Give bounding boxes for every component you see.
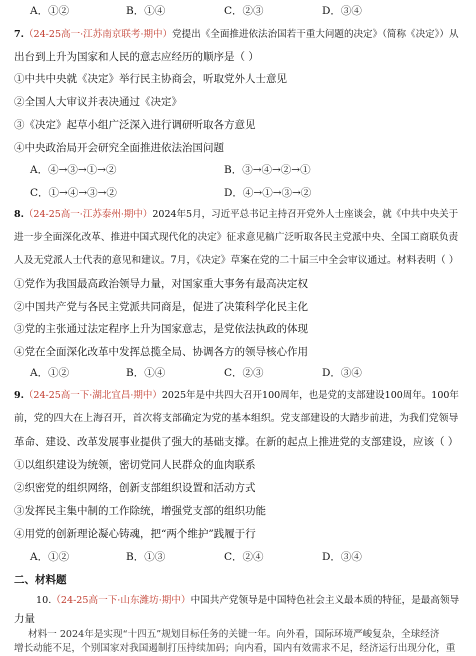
q10-material-1-line-2: 增长动能不足，个别国家对我国遏制打压持续加码；向内看，国内有效需求不足，经济运行出现分化，重 bbox=[14, 643, 456, 654]
q9-option-b: B．①③ bbox=[126, 551, 166, 563]
section-heading: 二、材料题 bbox=[14, 574, 67, 586]
q9-item-2: ②织密党的组织网络，创新支部组织设置和活动方式 bbox=[14, 482, 256, 494]
q10-stem-text-1: 中国共产党领导是中国特色社会主义最本质的特征，是最高领导 bbox=[190, 595, 460, 606]
q9-stem-line-3: 革命、建设、改革发展事业提供了强大的基础支撑。在新的起点上推进党的支部建设，应该（ ） bbox=[14, 436, 459, 448]
q7-options-row-2 bbox=[22, 186, 468, 200]
q8-item-3: ③党的主张通过法定程序上升为国家意志，是党依法执政的体现 bbox=[14, 323, 308, 335]
q8-stem-line-1 bbox=[14, 208, 468, 222]
q7-number: 7. bbox=[14, 29, 24, 40]
q9-option-d: D．③④ bbox=[322, 551, 362, 563]
q7-option-b: B．③→④→②→① bbox=[224, 164, 311, 176]
q10-stem-line-2: 力量 bbox=[14, 613, 35, 625]
q8-option-a: A．①② bbox=[30, 367, 70, 379]
q9-source-tag: （24-25高一下·湖北宜昌·期中） bbox=[23, 390, 162, 401]
q10-source-tag: （24-25高一下·山东潍坊·期中） bbox=[51, 595, 191, 606]
q8-item-1: ①党作为我国最高政治领导力量，对国家重大事务有最高决定权 bbox=[14, 278, 308, 290]
q9-item-4: ④用党的创新理论凝心铸魂，把“两个维护”践履于行 bbox=[14, 528, 256, 540]
q8-option-b: B．①④ bbox=[126, 367, 166, 379]
q8-stem-line-3: 人及无党派人士代表的意见和建议。7月，《决定》草案在党的二十届三中全会审议通过。材料表明（ ） bbox=[14, 255, 459, 266]
q8-source-tag: （24-25高一·江苏泰州·期中） bbox=[23, 209, 153, 220]
q8-option-d: D．③④ bbox=[322, 367, 362, 379]
q8-item-2: ②中国共产党与各民主党派共同商是，促进了决策科学化民主化 bbox=[14, 301, 308, 313]
q7-item-2: ②全国人大审议并表决通过《决定》 bbox=[14, 96, 182, 108]
q9-options bbox=[22, 550, 468, 564]
q9-item-3: ③发挥民主集中制的工作除统，增强党支部的组织功能 bbox=[14, 505, 266, 517]
q9-stem-line-2: 前，党的四大在上海召开，首次将支部确定为党的基本组织。党支部建设的大踏步前进，为我们党领导 bbox=[14, 413, 459, 424]
q8-option-c: C．②③ bbox=[224, 367, 264, 379]
q7-option-a: A．④→③→①→② bbox=[30, 164, 117, 176]
q6-option-c: C．②③ bbox=[224, 5, 264, 17]
q9-stem-line-1 bbox=[14, 389, 468, 403]
q7-item-1: ①中共中央就《决定》举行民主协商会，听取党外人士意见 bbox=[14, 73, 287, 85]
q9-option-a: A．①② bbox=[30, 551, 70, 563]
q6-option-b: B．①④ bbox=[126, 5, 166, 17]
q7-item-4: ④中央政治局开会研究全面推进依法治国问题 bbox=[14, 142, 224, 154]
q6-option-a: A．①② bbox=[30, 5, 70, 17]
q9-option-c: C．②④ bbox=[224, 551, 264, 563]
q9-item-1: ①以组织建设为统领，密切党同人民群众的血肉联系 bbox=[14, 459, 256, 471]
q8-stem-line-2: 进一步全面深化改革、推进中国式现代化的决定》征求意见稿广泛听取各民主党派中央、全国工商联负责 bbox=[14, 232, 459, 243]
q10-material-1-line-1: 材料一 2024年是实现“十四五”规划目标任务的关键一年。向外看，国际环境严峻复杂，全球经济 bbox=[28, 629, 440, 640]
q8-options bbox=[22, 366, 468, 380]
q7-options bbox=[22, 163, 468, 177]
q7-stem-text-1: 党提出《全面推进依法治国若干重大问题的决定》（简称《决定》）从 bbox=[172, 29, 459, 40]
q8-number: 8. bbox=[14, 209, 24, 220]
q6-option-d: D．③④ bbox=[322, 5, 362, 17]
q8-stem-text-1: 2024年5月，习近平总书记主持召开党外人士座谈会，就《中共中央关于 bbox=[152, 209, 459, 220]
q7-item-3: ③《决定》起草小组广泛深入进行调研听取各方意见 bbox=[14, 119, 256, 131]
q9-number: 9. bbox=[14, 390, 24, 401]
q8-item-4: ④党在全面深化改革中发挥总揽全局、协调各方的领导核心作用 bbox=[14, 346, 308, 358]
q7-option-c: C．①→④→③→② bbox=[30, 187, 117, 199]
q7-option-d: D．④→①→③→② bbox=[224, 187, 312, 199]
q7-source-tag: （24-25高一·江苏南京联考·期中） bbox=[23, 29, 173, 40]
q9-stem-text-1: 2025年是中共四大召开100周年，也是党的支部建设100周年。100年 bbox=[161, 390, 459, 401]
q6-options bbox=[22, 4, 468, 18]
q7-stem-line-1 bbox=[14, 28, 468, 42]
q10-stem-line-1 bbox=[36, 594, 468, 608]
q7-stem-line-2: 出台到上升为国家和人民的意志应经历的顺序是（ ） bbox=[14, 51, 259, 63]
q10-number: 10. bbox=[36, 595, 52, 606]
